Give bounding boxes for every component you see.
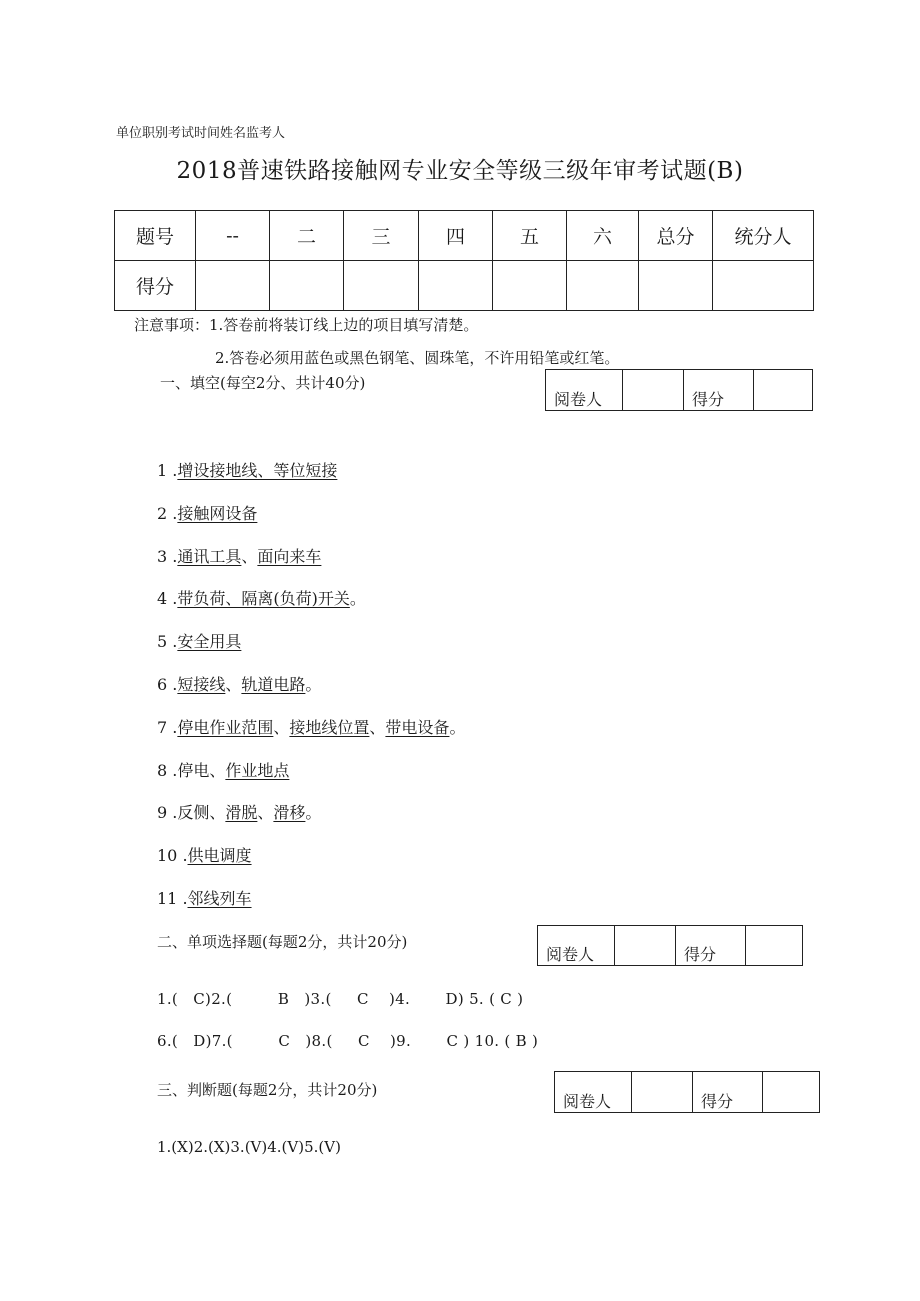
score-header-cell: 三 — [344, 211, 419, 261]
grader-score-cell — [754, 370, 813, 411]
score-header-cell: 总分 — [639, 211, 713, 261]
notes-line-2: 2.答卷必须用蓝色或黑色钢笔、圆珠笔，不许用铅笔或红笔。 — [215, 349, 620, 367]
score-header-cell: 六 — [567, 211, 639, 261]
fill-in-answer: 供电调度 — [187, 846, 252, 866]
fill-in-item — [157, 501, 257, 524]
fill-in-item-number: 2 . — [157, 503, 178, 523]
fill-in-answer: 面向来车 — [257, 546, 322, 566]
grader-box-2 — [537, 925, 803, 966]
fill-in-text: 、 — [369, 717, 386, 737]
grader-score-label: 得分 — [693, 1072, 763, 1113]
grader-score-cell — [746, 926, 803, 966]
fill-in-item — [157, 715, 465, 738]
fill-in-item-number: 6 . — [157, 675, 178, 694]
page-title: 2018普速铁路接触网专业安全等级三级年审考试题(B) — [176, 158, 744, 184]
fill-in-text: 。 — [305, 803, 322, 823]
fill-in-answer: 接触网设备 — [177, 503, 258, 523]
judgement-answers: 1.(X)2.(X)3.(V)4.(V)5.(V) — [157, 1138, 341, 1156]
fill-in-answer: 安全用具 — [177, 632, 242, 652]
fill-in-text: 、 — [273, 717, 290, 737]
fill-in-item — [157, 800, 321, 823]
fill-in-text: 、 — [257, 803, 274, 823]
section-3-heading: 三、判断题(每题2分，共计20分) — [157, 1081, 378, 1099]
fill-in-item — [157, 629, 241, 652]
fill-in-text: 。 — [449, 717, 466, 737]
section-1-heading: 一、填空(每空2分、共计40分) — [160, 374, 366, 392]
fill-in-answer: 轨道电路 — [241, 675, 306, 694]
fill-in-item-number: 1 . — [157, 461, 178, 480]
grader-reviewer-cell — [615, 926, 676, 966]
fill-in-text: 反侧、 — [177, 803, 226, 823]
fill-in-answer: 作业地点 — [225, 760, 290, 780]
fill-in-answer: 带负荷、隔离(负荷)开关 — [177, 589, 350, 609]
section-2-heading: 二、单项选择题(每题2分，共计20分) — [157, 933, 408, 951]
fill-in-item-number: 3 . — [157, 546, 178, 566]
fill-in-answer: 滑移 — [273, 803, 306, 823]
score-cell — [567, 261, 639, 311]
grader-score-label: 得分 — [676, 926, 746, 966]
fill-in-item — [157, 586, 366, 609]
fill-in-text: 。 — [349, 589, 366, 609]
fill-in-item — [157, 758, 289, 781]
header-info-line: 单位职别考试时间姓名监考人 — [116, 126, 286, 141]
score-table — [114, 210, 814, 311]
notes-line-1: 注意事项：1.答卷前将装订线上边的项目填写清楚。 — [134, 316, 479, 334]
fill-in-text: 、 — [241, 546, 258, 566]
choice-answers-line-1: 1.( C)2.( B )3.( C )4. D) 5. ( C ) — [157, 990, 524, 1008]
grader-reviewer-cell — [623, 370, 684, 411]
fill-in-item-number: 11 . — [157, 889, 188, 908]
fill-in-item-number: 9 . — [157, 803, 178, 823]
fill-in-text: 停电、 — [177, 760, 226, 780]
fill-in-answer: 通讯工具 — [177, 546, 242, 566]
score-header-cell: 二 — [270, 211, 344, 261]
score-cell — [493, 261, 567, 311]
fill-in-item-number: 5 . — [157, 632, 178, 652]
score-header-cell: 五 — [493, 211, 567, 261]
fill-in-item — [157, 886, 252, 909]
grader-reviewer-label: 阅卷人 — [555, 1072, 632, 1113]
fill-in-text: 。 — [305, 675, 322, 694]
score-cell — [196, 261, 270, 311]
score-row-label: 得分 — [115, 261, 196, 311]
score-table-header-row — [115, 211, 814, 261]
fill-in-answer: 短接线 — [177, 675, 226, 694]
fill-in-item — [157, 544, 321, 567]
fill-in-answer: 增设接地线、等位短接 — [177, 461, 338, 480]
fill-in-answer: 带电设备 — [385, 717, 450, 737]
score-cell — [639, 261, 713, 311]
fill-in-answer: 停电作业范围 — [177, 717, 274, 737]
score-header-cell: 统分人 — [713, 211, 814, 261]
grader-box-3 — [554, 1071, 820, 1113]
grader-reviewer-label: 阅卷人 — [546, 370, 623, 411]
grader-reviewer-cell — [632, 1072, 693, 1113]
fill-in-item-number: 7 . — [157, 717, 178, 737]
fill-in-item — [157, 672, 321, 695]
grader-reviewer-label: 阅卷人 — [538, 926, 615, 966]
score-header-cell: -- — [196, 211, 270, 261]
score-cell — [270, 261, 344, 311]
score-cell — [419, 261, 493, 311]
fill-in-item-number: 8 . — [157, 760, 178, 780]
score-cell — [344, 261, 419, 311]
score-header-cell: 四 — [419, 211, 493, 261]
fill-in-item — [157, 843, 252, 866]
fill-in-answer: 滑脱 — [225, 803, 258, 823]
fill-in-item-number: 4 . — [157, 589, 178, 609]
grader-box-1 — [545, 369, 813, 411]
fill-in-answer: 邻线列车 — [187, 889, 252, 908]
fill-in-item-number: 10 . — [157, 846, 188, 866]
score-header-cell: 题号 — [115, 211, 196, 261]
fill-in-text: 、 — [225, 675, 242, 694]
score-table-score-row — [115, 261, 814, 311]
grader-score-cell — [763, 1072, 820, 1113]
choice-answers-line-2: 6.( D)7.( C )8.( C )9. C ) 10. ( B ) — [157, 1032, 539, 1050]
grader-score-label: 得分 — [684, 370, 754, 411]
score-cell — [713, 261, 814, 311]
fill-in-item — [157, 458, 337, 481]
fill-in-answer: 接地线位置 — [289, 717, 370, 737]
